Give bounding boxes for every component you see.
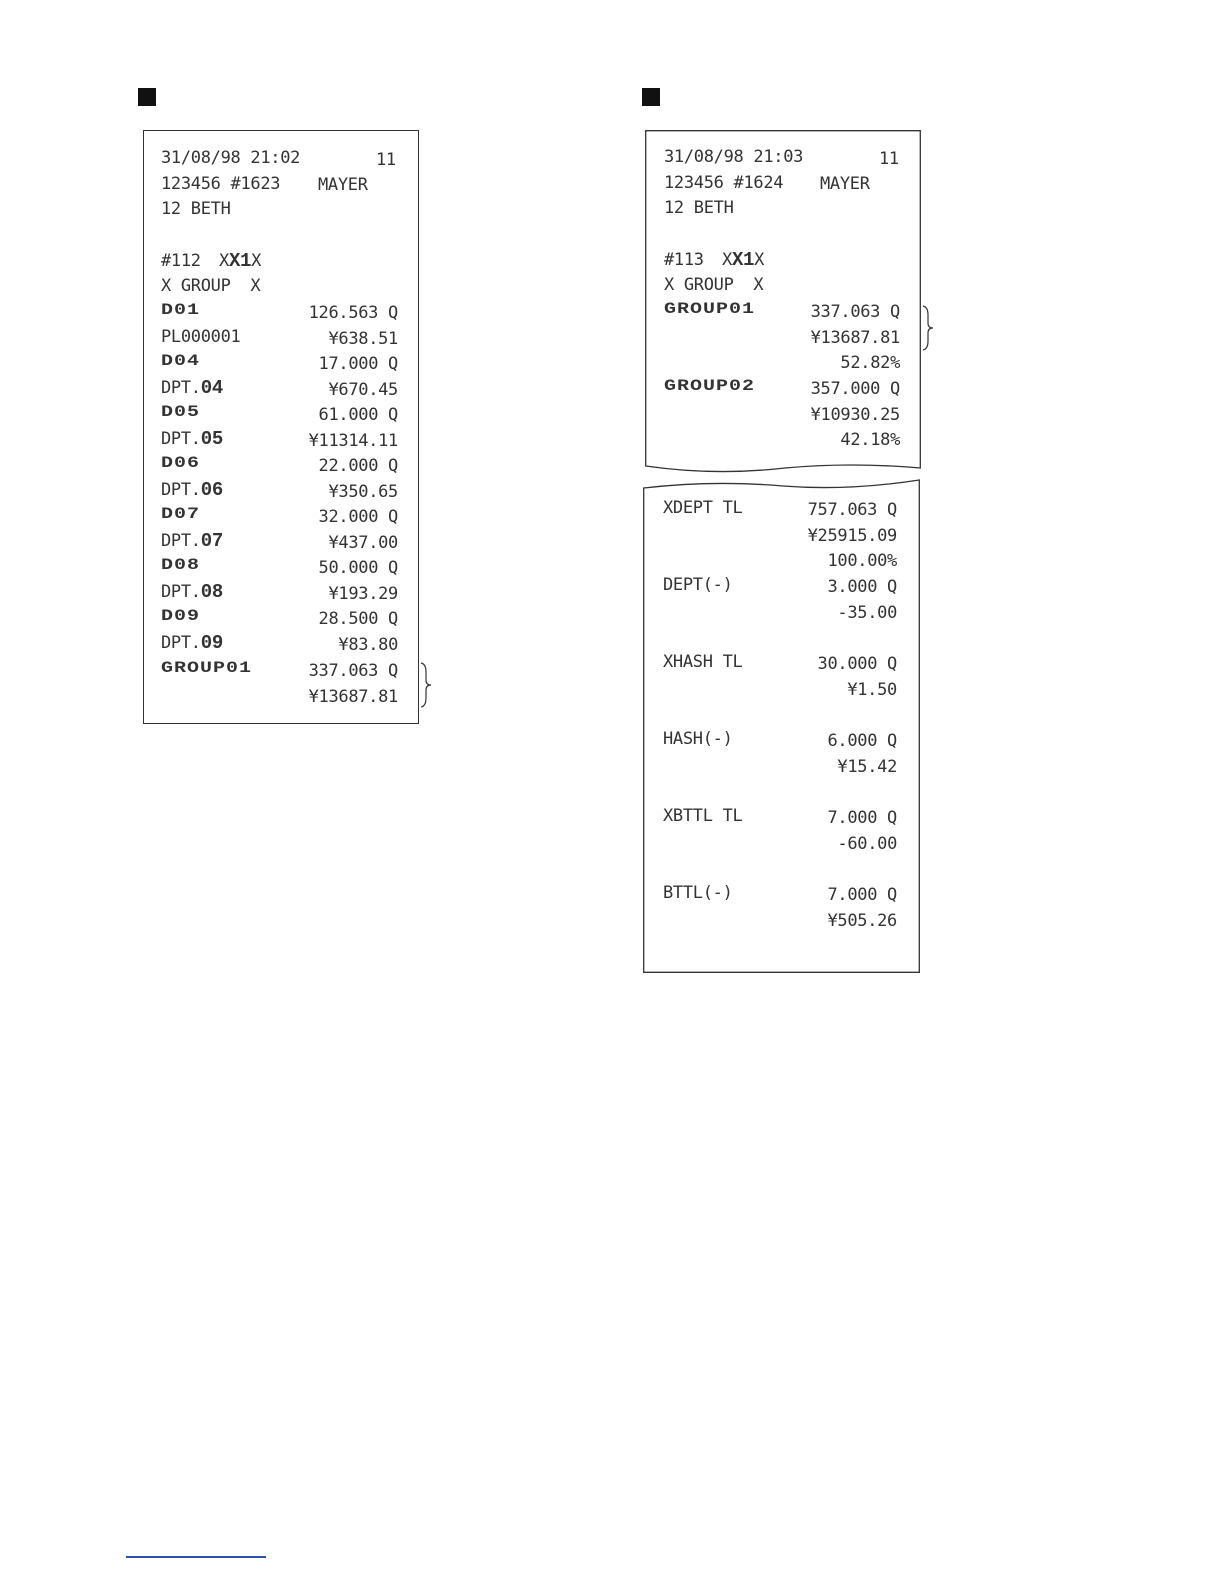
footer-rule [126,1556,266,1558]
item-value: 28.500 Q [318,609,398,629]
total-qty: 757.063 Q [807,500,897,520]
report-mode: XX1X [722,249,765,271]
receipt-table: 12 BETH [161,199,231,219]
total-amount: ¥1.50 [847,680,897,700]
receipt-date-time: 31/08/98 21:03 [664,147,804,167]
item-label: DPT.09 [161,631,223,654]
section-marker-right [642,88,660,106]
total-qty: 7.000 Q [827,808,897,828]
total-label: BTTL(-) [663,883,733,903]
item-value: 32.000 Q [318,507,398,527]
item-label: PL000001 [161,326,241,347]
total-label: XHASH TL [663,652,743,672]
item-label: DPT.04 [161,376,223,399]
total-label: XBTTL TL [663,806,743,826]
group-pct: 52.82% [840,353,900,373]
total-qty: 3.000 Q [827,577,897,597]
report-title: X GROUP X [664,275,764,295]
receipt-machine-no: 11 [376,150,396,170]
item-label: DPT.08 [161,580,223,603]
item-label: DPT.06 [161,478,223,501]
total-qty: 30.000 Q [817,654,897,674]
total-amount: -60.00 [837,834,897,854]
brace-right [922,305,936,351]
item-value: 17.000 Q [318,354,398,374]
item-value: 22.000 Q [318,456,398,476]
item-value: 126.563 Q [308,303,398,323]
item-label: DPT.05 [161,427,223,450]
item-label: D05 [161,403,201,422]
item-label: D04 [161,352,201,371]
item-value: ¥83.80 [338,634,398,655]
group-qty: 337.063 Q [308,661,398,681]
item-value: ¥11314.11 [308,430,398,451]
receipt-table: 12 BETH [664,198,734,218]
group-amount: ¥13687.81 [308,687,398,707]
receipt-reg-consec: 123456 #1624 [664,173,784,193]
total-label: DEPT(-) [663,575,733,595]
receipt-reg-consec: 123456 #1623 [161,174,281,194]
total-label: XDEPT TL [663,498,743,518]
receipt-date-time: 31/08/98 21:02 [161,148,301,168]
item-value: ¥193.29 [328,583,398,604]
receipt-right-bottom [643,478,921,974]
group-label: GROUP01 [161,659,253,678]
item-label: D08 [161,556,201,575]
item-label: D01 [161,301,201,320]
total-label: HASH(-) [663,729,733,749]
item-value: ¥350.65 [328,481,398,502]
report-mode: XX1X [219,250,262,272]
total-amount: ¥25915.09 [807,526,897,546]
section-marker-left [138,88,156,106]
total-amount: ¥505.26 [827,911,897,931]
report-no: #113 [664,250,704,270]
item-label: DPT.07 [161,529,223,552]
report-no: #112 [161,251,201,271]
group-qty: 337.063 Q [810,302,900,322]
item-value: ¥437.00 [328,532,398,553]
receipt-right-top [645,130,922,475]
total-qty: 6.000 Q [827,731,897,751]
total-amount: ¥15.42 [837,757,897,777]
receipt-clerk: MAYER [820,174,870,194]
brace-left [420,662,434,708]
item-value: 50.000 Q [318,558,398,578]
receipt-machine-no: 11 [879,149,899,169]
group-amount: ¥10930.25 [810,404,900,425]
total-pct: 100.00% [827,551,897,571]
total-qty: 7.000 Q [827,885,897,905]
item-label: D09 [161,607,201,626]
group-label: GROUP02 [664,376,756,396]
group-amount: ¥13687.81 [810,328,900,348]
item-value: 61.000 Q [318,405,398,425]
report-title: X GROUP X [161,276,261,296]
item-value: ¥670.45 [328,379,398,400]
receipt-left [143,130,419,724]
item-label: D06 [161,454,201,473]
total-amount: -35.00 [837,603,897,623]
item-value: ¥638.51 [328,328,398,349]
receipt-clerk: MAYER [318,175,368,195]
group-qty: 357.000 Q [810,378,900,399]
group-pct: 42.18% [840,429,900,450]
group-label: GROUP01 [664,300,756,319]
item-label: D07 [161,505,201,524]
